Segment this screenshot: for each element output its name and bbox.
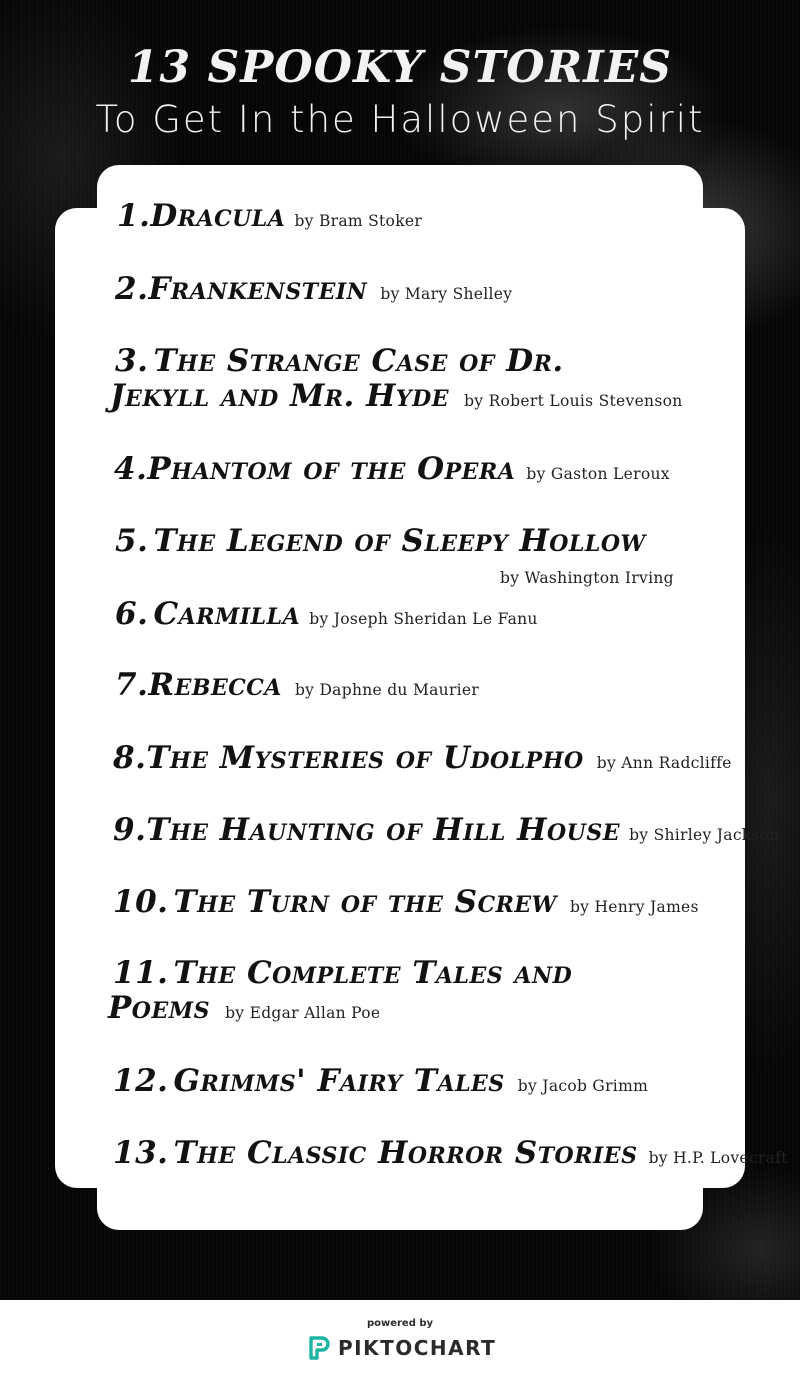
story-title-line1: The Complete Tales and — [173, 955, 573, 991]
story-author: by Bram Stoker — [294, 212, 423, 230]
story-number: 9. — [113, 812, 147, 848]
story-title: Carmilla — [153, 596, 301, 632]
story-author: by H.P. Lovecraft — [648, 1149, 788, 1167]
story-number: 12. — [113, 1063, 169, 1099]
list-item — [0, 955, 800, 991]
story-title: The Classic Horror Stories — [173, 1135, 638, 1171]
list-item — [0, 596, 800, 632]
story-title-line2: Poems — [108, 990, 210, 1026]
story-title: Phantom of the Opera — [147, 451, 516, 487]
story-number: 6. — [115, 596, 149, 632]
poster-subtitle: To Get In the Halloween Spirit — [95, 98, 705, 141]
story-author: by Daphne du Maurier — [294, 681, 480, 699]
story-title: The Turn of the Screw — [173, 884, 557, 920]
powered-by-label: powered by — [366, 1318, 434, 1329]
story-title: The Haunting of Hill House — [146, 812, 620, 848]
list-item — [0, 198, 800, 234]
story-title: The Legend of Sleepy Hollow — [153, 523, 646, 559]
list-item — [0, 343, 800, 379]
story-number: 1. — [117, 198, 151, 234]
list-item-continuation — [0, 378, 800, 414]
story-author: by Gaston Leroux — [526, 465, 670, 483]
story-title: The Mysteries of Udolpho — [146, 740, 584, 776]
story-author: by Jacob Grimm — [517, 1077, 649, 1095]
story-number: 7. — [115, 667, 149, 703]
story-author: by Joseph Sheridan Le Fanu — [309, 610, 538, 628]
brand-link[interactable] — [308, 1333, 496, 1363]
story-number: 11. — [113, 955, 169, 991]
footer — [0, 1300, 800, 1380]
poster-title: 13 SPOOKY STORIES — [127, 42, 673, 93]
story-author: by Robert Louis Stevenson — [464, 392, 683, 410]
story-title-line1: The Strange Case of Dr. — [153, 343, 564, 379]
list-item — [0, 451, 800, 487]
list-item — [0, 812, 800, 848]
story-number: 5. — [115, 523, 149, 559]
story-title: Dracula — [150, 198, 286, 234]
story-author: by Ann Radcliffe — [596, 754, 732, 772]
story-title: Frankenstein — [148, 271, 368, 307]
list-item — [0, 884, 800, 920]
story-title: Rebecca — [148, 667, 282, 703]
brand-name: PIKTOCHART — [338, 1336, 497, 1360]
story-author: by Shirley Jackson — [629, 826, 780, 844]
list-item-continuation — [0, 990, 800, 1026]
story-number: 10. — [113, 884, 169, 920]
story-author: by Henry James — [569, 898, 699, 916]
piktochart-logo-icon — [308, 1335, 330, 1361]
story-number: 3. — [115, 343, 149, 379]
list-item — [0, 1063, 800, 1099]
story-number: 4. — [114, 451, 148, 487]
story-title: Grimms' Fairy Tales — [173, 1063, 505, 1099]
list-item — [0, 523, 800, 559]
story-title-line2: Jekyll and Mr. Hyde — [110, 378, 449, 414]
list-item — [0, 271, 800, 307]
list-item — [0, 740, 800, 776]
story-author: by Mary Shelley — [380, 285, 513, 303]
list-item-continuation — [0, 568, 800, 587]
story-number: 13. — [113, 1135, 169, 1171]
story-author: by Washington Irving — [500, 569, 674, 587]
story-author: by Edgar Allan Poe — [225, 1004, 381, 1022]
story-number: 2. — [115, 271, 149, 307]
list-item — [0, 667, 800, 703]
list-item — [0, 1135, 800, 1171]
story-number: 8. — [113, 740, 147, 776]
